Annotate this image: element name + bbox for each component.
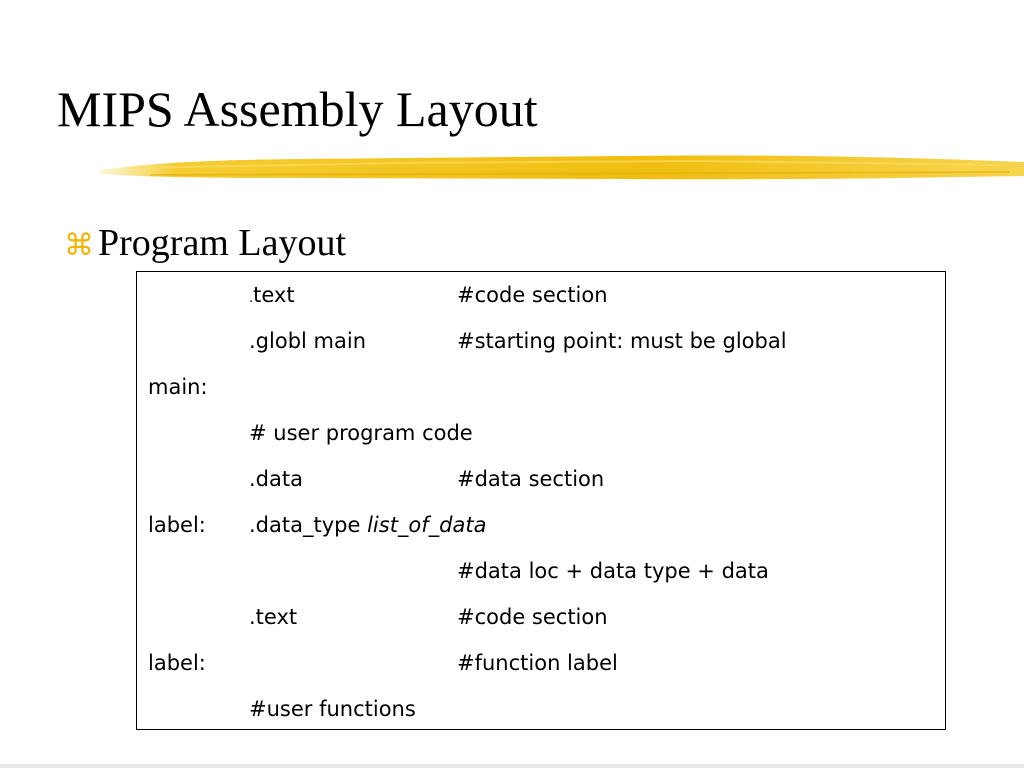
- code-comment: #data loc + data type + data: [457, 559, 769, 583]
- code-line-4: [137, 418, 945, 448]
- code-line-2: [137, 326, 945, 356]
- code-line-9: [137, 648, 945, 678]
- code-comment: #code section: [457, 605, 608, 629]
- code-label: label:: [148, 651, 206, 675]
- code-label: label:: [148, 513, 206, 537]
- code-label: main:: [148, 375, 208, 399]
- code-comment: #data section: [457, 467, 605, 491]
- bullet-text: Program Layout: [98, 222, 347, 264]
- bullet-program-layout: [64, 224, 346, 262]
- code-line-7: [137, 556, 945, 586]
- code-line-3: [137, 372, 945, 402]
- code-comment: # user program code: [249, 421, 473, 445]
- code-directive: .text: [249, 605, 298, 629]
- code-directive: text: [253, 283, 295, 307]
- code-directive: .data_type: [249, 513, 368, 537]
- code-line-6: [137, 510, 945, 540]
- slide-title: MIPS Assembly Layout: [57, 81, 538, 137]
- code-comment: #user functions: [249, 697, 416, 721]
- code-line-10: [137, 694, 945, 724]
- code-comment: #code section: [457, 283, 608, 307]
- code-comment: #function label: [457, 651, 618, 675]
- code-placeholder: list_of_data: [367, 513, 487, 537]
- footer-divider: [0, 764, 1024, 768]
- code-line-8: [137, 602, 945, 632]
- code-line-5: [137, 464, 945, 494]
- code-dot: .: [249, 291, 254, 306]
- title-underline-brushstroke: [100, 148, 1024, 188]
- code-directive: .data: [249, 467, 303, 491]
- code-block: [136, 271, 946, 730]
- command-key-icon: ⌘: [64, 228, 94, 263]
- code-directive: .globl main: [249, 329, 366, 353]
- code-comment: #starting point: must be global: [457, 329, 787, 353]
- code-line-1: [137, 280, 945, 310]
